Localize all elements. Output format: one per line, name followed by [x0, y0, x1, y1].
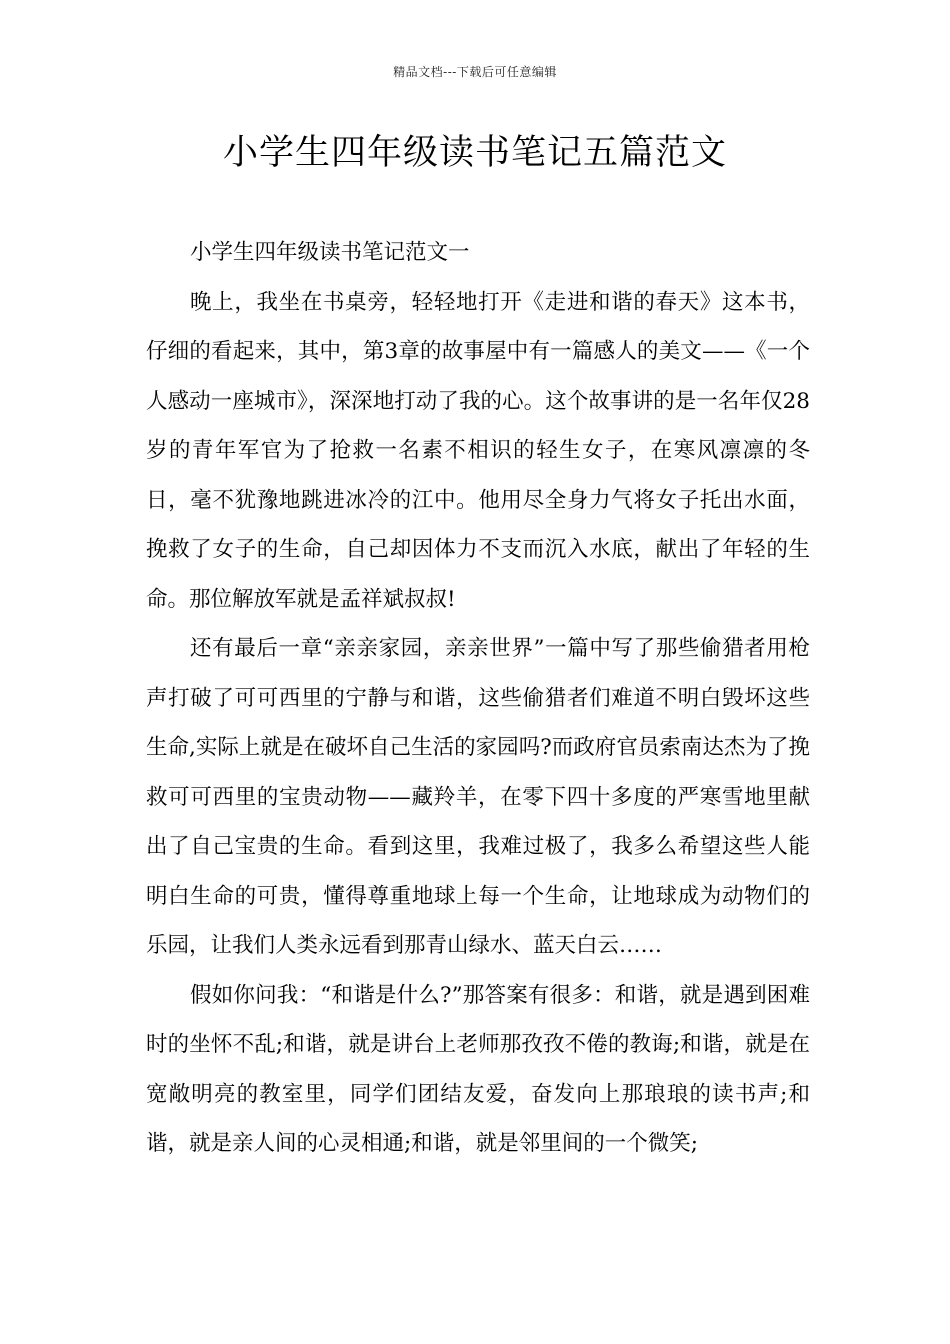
document-title: 小学生四年级读书笔记五篇范文: [222, 133, 727, 173]
paragraph-2: 还有最后一章“亲亲家园，亲亲世界”一篇中写了那些偷猎者用枪声打破了可可西里的宁静与和谐，这些偷猎者们难道不明白毁坏这些生命,实际上就是在破坏自己生活的家园吗?而政府官员索南达杰为了挽救可可西里的宝贵动物——藏羚羊，在零下四十多度的严寒雪地里献出了自己宝贵的生命。看到这里，我难过极了，我多么希望这些人能明白生命的可贵，懂得尊重地球上每一个生命，让地球成为动物们的乐园，让我们人类永远看到那青山绿水、蓝天白云……: [146, 636, 810, 958]
header-note: 精品文档---下载后可任意编辑: [393, 65, 557, 79]
section-subheading: 小学生四年级读书笔记范文一: [190, 240, 470, 265]
document-body: [146, 228, 810, 1169]
paragraph-3: 假如你问我：“和谐是什么?”那答案有很多：和谐，就是遇到困难时的坐怀不乱;和谐，就是讲台上老师那孜孜不倦的教诲;和谐，就是在宽敞明亮的教室里，同学们团结友爱，奋发向上那琅琅的读书声;和谐，就是亲人间的心灵相通;和谐，就是邻里间的一个微笑;: [146, 982, 810, 1156]
paragraph-1: 晚上，我坐在书桌旁，轻轻地打开《走进和谐的春天》这本书，仔细的看起来，其中，第3章的故事屋中有一篇感人的美文——《一个人感动一座城市》，深深地打动了我的心。这个故事讲的是一名年仅28岁的青年军官为了抢救一名素不相识的轻生女子，在寒风凛凛的冬日，毫不犹豫地跳进冰冷的江中。他用尽全身力气将女子托出水面，挽救了女子的生命，自己却因体力不支而沉入水底，献出了年轻的生命。那位解放军就是孟祥斌叔叔!: [146, 289, 810, 612]
